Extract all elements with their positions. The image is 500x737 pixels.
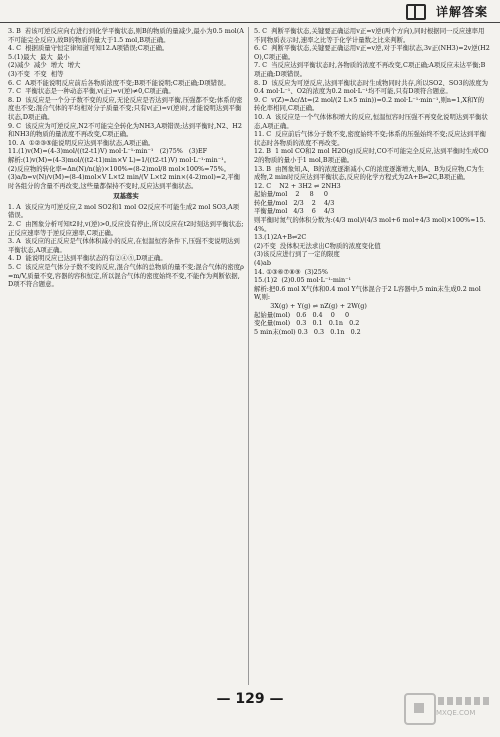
answer-line: 10. A 该反应是一个气体体积增大的反应,恒温恒容时压强不再变化说明达到平衡状态,A项正确。	[254, 112, 488, 130]
answer-line: 3. B 若该可逆反应向右进行到化学平衡状态,则B的物质的量减少,最小为0.5 mol(A不可能完全反应),故B的物质的量大于1.5 mol,B项正确。	[8, 27, 244, 44]
answer-line: (2)反应物的转化率=Δn(N)/n(始)×100%=(8-2)mol/8 mol×100%=75%。	[8, 164, 231, 173]
answer-line: 解析:把0.6 mol X气体和0.4 mol Y气体混合于2 L容器中,5 min末生成0.2 mol W,则:	[254, 284, 483, 302]
answer-line: 5. C 判断平衡状态,关键要正确运用v正=v逆(两个方向),同时根据同一反应速率用不同物质表示时,速率之比等于化学计量数之比来判断。	[254, 27, 485, 44]
book-icon	[406, 4, 426, 20]
section-heading: 双基落实	[113, 192, 139, 201]
answer-line: 14. ①③⑥⑦⑧⑨ (3)25%	[254, 267, 328, 276]
answer-line: 11. C 反应前后气体分子数不变,密度始终不变;体系的压强始终不变;反应达到平衡状态时各物质的浓度不再改变。	[254, 130, 486, 147]
answer-line: 5.(1)最大 最大 最小	[8, 52, 70, 61]
answer-line: 12. B 1 mol CO和2 mol H2O(g)反应时,CO不可能完全反应,达到平衡时生成CO2的物质的量小于1 mol,B项正确。	[254, 147, 489, 164]
answer-line: 5 min末(mol) 0.3 0.3 0.1n 0.2	[254, 327, 361, 336]
answer-line: 解析:(1)v(M)=(4-3)mol/((t2-t1)min×V L)=1/((t2-t1)V) mol·L⁻¹·min⁻¹。	[8, 155, 231, 164]
answer-line: 起始量(mol) 0.6 0.4 0 0	[254, 310, 350, 319]
answer-line: 7. C 平衡状态是一种动态平衡,v(正)=v(逆)≠0,C项正确。	[8, 87, 175, 96]
answer-line: 5. C 该反应是气体分子数不变的反应,混合气体的总物质的量不变;混合气体的密度ρ=m/V,质量不变,容器的容积恒定,所以混合气体的密度始终不变,不能作为判断依据,D项不符合题意。	[8, 263, 244, 289]
answer-line: (4)ab	[254, 259, 271, 268]
left-column	[8, 27, 244, 289]
answer-line: 7. C 当反应达到平衡状态时,各物质的浓度不再改变,C项正确;A项反应未达平衡;B项正确;D项错误。	[254, 61, 486, 78]
qr-icon	[404, 693, 436, 725]
answer-line: 4. D 能说明反应已达到平衡状态的有②④⑤,D项正确。	[8, 254, 167, 263]
answer-line: 10. A ①②③⑤能说明反应达到平衡状态,A项正确。	[8, 138, 155, 147]
answer-line: (3)a/b=v(N)/v(M)=(8-4)mol×V L×t2 min/(V L×t2 min×(4-2)mol)=2,平衡时各组分的含量不再改变,这些量都保持不变时,反应达到平衡状态。	[8, 173, 241, 190]
answer-line: 6. C A项不能说明反应前后各物质浓度不变;B项不能说明;C项正确;D项错误。	[8, 78, 230, 87]
column-divider	[248, 27, 249, 685]
answer-line: 13.(1)2A+B⇌2C	[254, 233, 307, 242]
answer-line: 12. C N2 + 3H2 ⇌ 2NH3	[254, 181, 341, 190]
answer-line: 6. C 判断平衡状态,关键要正确运用v正=v逆,对于平衡状态,3v正(NH3)=2v逆(H2O),C项正确。	[254, 44, 490, 61]
answer-line: 1. A 该反应为可逆反应,2 mol SO2和1 mol O2反应不可能生成2 mol SO3,A项错误。	[8, 202, 240, 220]
answer-line: (3)该反应进行到了一定的限度	[254, 250, 340, 259]
right-column	[254, 27, 490, 336]
answer-line: 4. C 根据质量守恒定律知道可知12.A项错误;C项正确。	[8, 44, 169, 53]
page-number: — 129 —	[216, 691, 284, 707]
answer-line: 8. D 该反应为可逆反应,达到平衡状态时生成物同时共存,所以SO2、SO3的浓度为0.4 mol·L⁻¹、O2的浓度为0.2 mol·L⁻¹均不可能,只有D项符合题意。	[254, 78, 489, 96]
page-header	[0, 0, 500, 23]
answer-line: 起始量/mol 2 8 0	[254, 190, 328, 199]
answer-line: 9. C v(Z)=Δc/Δt=(2 mol/(2 L×5 min))=0.2 mol·L⁻¹·min⁻¹,则n=1,X和Y的转化率相同,C项正确。	[254, 95, 484, 113]
answer-line: 平衡量/mol 4/3 6 4/3	[254, 207, 335, 216]
answer-line: 11.(1)v(M)=(4-3)mol/((t2-t1)V) mol·L⁻¹·min⁻¹ (2)75% (3)EF	[8, 147, 208, 156]
watermark-logo: MXQE.COM	[404, 691, 492, 725]
answer-line: 8. D 该反应是一个分子数不变的反应,无论反应是否达到平衡,压强都不变;体系的密度也不变;混合气体的平均相对分子质量不变;只有v(正)=v(逆)时,才能说明达到平衡状态,D项正确。	[8, 95, 243, 121]
header-title: 详解答案	[435, 5, 488, 19]
answer-line: 3X(g) + Y(g) ⇌ nZ(g) + 2W(g)	[254, 302, 367, 310]
answer-line: 13. B 由图象知,A、B的浓度逐渐减小,C的浓度逐渐增大,则A、B为反应物,C为生成物,2 min时反应达到平衡状态,反应的化学方程式为2A+B⇌2C,B项正确。	[254, 164, 485, 182]
answer-line: 2. C 由图象分析可知t2时,v(逆)>0,反应没有停止,所以反应在t2时刻达到平衡状态;正反应速率等于逆反应速率,C项正确。	[8, 220, 244, 237]
answer-line: (2)不变 没体积无法求出C物质的浓度变化值	[254, 241, 381, 250]
answer-line: (3)不变 不变 相等	[8, 69, 64, 78]
answer-line: (2)减少 减少 增大 增大	[8, 61, 81, 70]
answer-line: 15.(1)2 (2)0.05 mol·L⁻¹·min⁻¹	[254, 276, 352, 285]
answer-line: 转化量/mol 2/3 2 4/3	[254, 198, 335, 207]
answer-line: 则平衡时氮气的体积分数为:(4/3 mol)/(4/3 mol+6 mol+4/3 mol)×100%≈15.4%。	[254, 216, 486, 233]
answer-line: 9. C 该反应为可逆反应,N2不可能完全转化为NH3,A项错误;达到平衡时,N2、H2和NH3的物质的量浓度不再改变,C项正确。	[8, 121, 242, 139]
answer-line: 3. A 该反应的正反应是气体体积减小的反应,在恒温恒容条件下,压强不变说明达到平衡状态,A项正确。	[8, 237, 240, 254]
answer-line: 变化量(mol) 0.3 0.1 0.1n 0.2	[254, 319, 360, 328]
